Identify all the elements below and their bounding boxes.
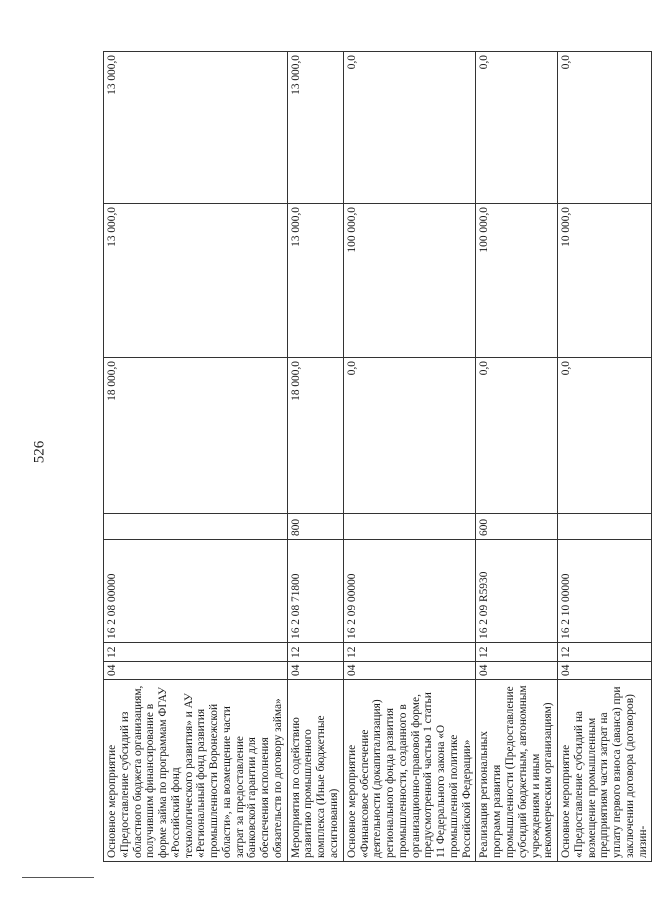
amount-cell-1: 0,0 (343, 358, 476, 514)
pr-cell: 12 (558, 643, 652, 662)
rz-cell: 04 (343, 662, 476, 680)
amount-cell-2: 100 000,0 (476, 204, 558, 358)
amount-cell-2: 10 000,0 (558, 204, 652, 358)
row-name-cell: Основное мероприятие «Финансовое обеспечение деятельности (докапитализация) регионального фонда развития промышленности, созданного в организационно-правовой форме, предусмотренной частью 1 статьи 11 Федерального закона «О промышленной политике Российской Федерации» (343, 680, 476, 862)
row-name-cell: Основное мероприятие «Предоставление субсидий на возмещение промышленным предприятиям части затрат на уплату первого взноса (аванса) при заключении договора (договоров) лизин- (558, 680, 652, 862)
pr-cell: 12 (104, 643, 288, 662)
amount-cell-2: 100 000,0 (343, 204, 476, 358)
csr-cell: 16 2 08 00000 (104, 540, 288, 643)
amount-cell-1: 0,0 (558, 358, 652, 514)
amount-cell-1: 0,0 (476, 358, 558, 514)
vr-cell (558, 514, 652, 540)
pr-cell: 12 (343, 643, 476, 662)
row-name-cell: Мероприятия по содействию развитию промышленного комплекса (Иные бюджетные ассигнования) (287, 680, 343, 862)
amount-cell-3: 13 000,0 (104, 52, 288, 204)
csr-cell: 16 2 08 71800 (287, 540, 343, 643)
table-row (558, 52, 652, 862)
amount-cell-3: 0,0 (476, 52, 558, 204)
table-row (476, 52, 558, 862)
amount-cell-3: 13 000,0 (287, 52, 343, 204)
rz-cell: 04 (287, 662, 343, 680)
pr-cell: 12 (476, 643, 558, 662)
table-row (287, 52, 343, 862)
pr-cell: 12 (287, 643, 343, 662)
amount-cell-2: 13 000,0 (287, 204, 343, 358)
csr-cell: 16 2 09 00000 (343, 540, 476, 643)
rz-cell: 04 (558, 662, 652, 680)
amount-cell-1: 18 000,0 (287, 358, 343, 514)
csr-cell: 16 2 09 R5930 (476, 540, 558, 643)
vr-cell: 600 (476, 514, 558, 540)
budget-table (103, 51, 652, 862)
rotated-table-container (103, 52, 649, 862)
rz-cell: 04 (104, 662, 288, 680)
table-row (104, 52, 288, 862)
amount-cell-1: 18 000,0 (104, 358, 288, 514)
table-row (343, 52, 476, 862)
csr-cell: 16 2 10 00000 (558, 540, 652, 643)
page-edge-rule (22, 877, 94, 878)
vr-cell (343, 514, 476, 540)
rz-cell: 04 (476, 662, 558, 680)
amount-cell-2: 13 000,0 (104, 204, 288, 358)
amount-cell-3: 0,0 (558, 52, 652, 204)
vr-cell (104, 514, 288, 540)
row-name-cell: Реализация региональных программ развития промышленности (Предоставление субсидий бюджетным, автономным учреждениям и иным некоммерческим организациям) (476, 680, 558, 862)
row-name-cell: Основное мероприятие «Предоставление субсидий из областного бюджета организациям, получившим финансирование в форме займа по программам ФГАУ «Российский фонд технологического развития» и АУ «Региональный фонд развития промышленности Воронежской области», на возмещение части затрат за предоставление банковской гарантии для обеспечения исполнения обязательств по договору займа» (104, 680, 288, 862)
amount-cell-3: 0,0 (343, 52, 476, 204)
page-number: 526 (31, 440, 48, 464)
vr-cell: 800 (287, 514, 343, 540)
